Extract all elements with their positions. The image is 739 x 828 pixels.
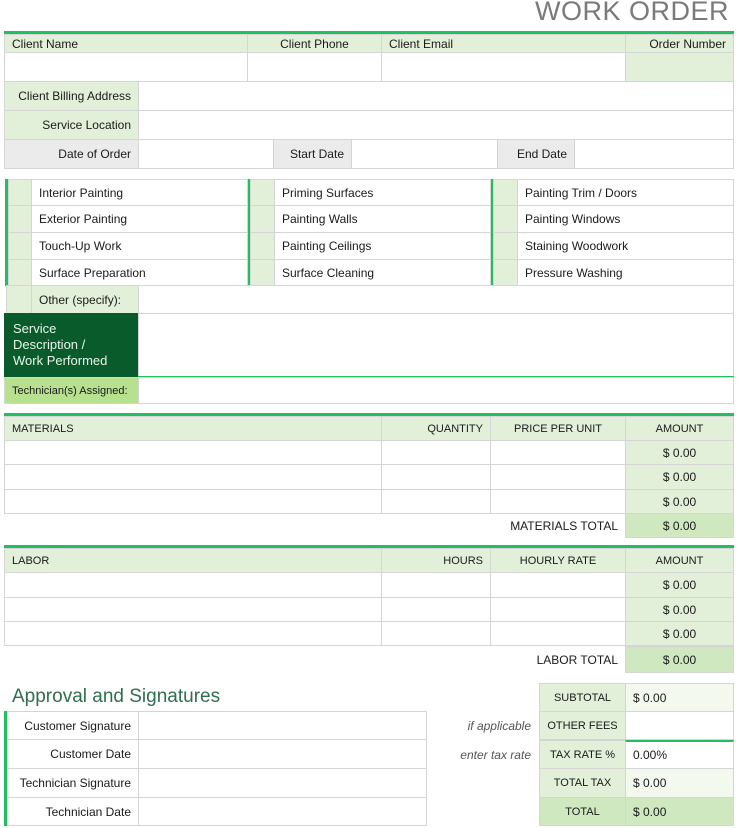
- service-interior-painting: Interior Painting: [31, 179, 248, 206]
- tax-rate-label: TAX RATE %: [539, 740, 626, 769]
- checkbox-exterior-painting[interactable]: [8, 205, 32, 233]
- materials-row3-qty[interactable]: [381, 489, 491, 514]
- checkbox-surface-cleaning[interactable]: [250, 259, 275, 286]
- start-date-field[interactable]: [351, 139, 498, 169]
- materials-row2-price[interactable]: [490, 464, 626, 490]
- checkbox-painting-trim-doors[interactable]: [493, 179, 518, 206]
- technicians-field[interactable]: [138, 377, 734, 404]
- end-date-field[interactable]: [574, 139, 734, 169]
- service-surface-preparation: Surface Preparation: [31, 259, 248, 286]
- materials-total-label: MATERIALS TOTAL: [510, 518, 618, 533]
- materials-row3-item[interactable]: [4, 489, 382, 514]
- service-painting-trim-doors: Painting Trim / Doors: [517, 179, 734, 206]
- service-description-line3: Work Performed: [13, 353, 108, 368]
- billing-address-field[interactable]: [138, 81, 734, 111]
- materials-row2-qty[interactable]: [381, 464, 491, 490]
- checkbox-other[interactable]: [6, 285, 32, 314]
- labor-row2-amount: $ 0.00: [625, 597, 734, 622]
- service-location-field[interactable]: [138, 110, 734, 140]
- labor-row1-item[interactable]: [4, 572, 382, 598]
- billing-address-label: Client Billing Address: [4, 81, 139, 111]
- checkbox-touch-up-work[interactable]: [8, 232, 32, 260]
- labor-col-amount: AMOUNT: [625, 548, 734, 573]
- technician-signature-label: Technician Signature: [7, 768, 139, 798]
- other-specify-label: Other (specify):: [31, 285, 139, 314]
- technicians-label: Technician(s) Assigned:: [4, 377, 139, 404]
- materials-row1-amount: $ 0.00: [625, 440, 734, 465]
- materials-row3-price[interactable]: [490, 489, 626, 514]
- checkbox-staining-woodwork[interactable]: [493, 232, 518, 260]
- labor-col-item: LABOR: [4, 548, 382, 573]
- service-staining-woodwork: Staining Woodwork: [517, 232, 734, 260]
- tax-rate-field[interactable]: 0.00%: [625, 740, 734, 769]
- service-description-line2: Description /: [13, 337, 86, 352]
- total-value: $ 0.00: [625, 797, 734, 826]
- service-pressure-washing: Pressure Washing: [517, 259, 734, 286]
- checkbox-priming-surfaces[interactable]: [250, 179, 275, 206]
- labor-row3-hours[interactable]: [381, 621, 491, 646]
- service-description-field[interactable]: [138, 313, 734, 377]
- materials-row1-item[interactable]: [4, 440, 382, 465]
- labor-total-label: LABOR TOTAL: [536, 652, 618, 667]
- date-of-order-field[interactable]: [138, 139, 274, 169]
- materials-row1-qty[interactable]: [381, 440, 491, 465]
- checkbox-painting-ceilings[interactable]: [250, 232, 275, 260]
- labor-row2-hours[interactable]: [381, 597, 491, 622]
- service-description-label: [4, 313, 139, 377]
- service-priming-surfaces: Priming Surfaces: [274, 179, 491, 206]
- materials-total-value: $ 0.00: [625, 513, 734, 538]
- start-date-label: Start Date: [273, 139, 352, 169]
- materials-col-price: PRICE PER UNIT: [490, 416, 626, 441]
- service-painting-walls: Painting Walls: [274, 205, 491, 233]
- labor-row2-item[interactable]: [4, 597, 382, 622]
- other-fees-note: if applicable: [467, 718, 531, 733]
- labor-total-value: $ 0.00: [625, 646, 734, 673]
- client-name-label: Client Name: [4, 34, 248, 53]
- service-exterior-painting: Exterior Painting: [31, 205, 248, 233]
- other-specify-field[interactable]: [138, 285, 734, 314]
- technician-date-label: Technician Date: [7, 797, 139, 826]
- service-painting-ceilings: Painting Ceilings: [274, 232, 491, 260]
- checkbox-painting-walls[interactable]: [250, 205, 275, 233]
- materials-row1-price[interactable]: [490, 440, 626, 465]
- service-surface-cleaning: Surface Cleaning: [274, 259, 491, 286]
- materials-col-quantity: QUANTITY: [381, 416, 491, 441]
- materials-col-amount: AMOUNT: [625, 416, 734, 441]
- service-touch-up-work: Touch-Up Work: [31, 232, 248, 260]
- labor-col-rate: HOURLY RATE: [490, 548, 626, 573]
- total-label: TOTAL: [539, 797, 626, 826]
- materials-row2-amount: $ 0.00: [625, 464, 734, 490]
- technician-signature-field[interactable]: [138, 768, 427, 798]
- customer-date-label: Customer Date: [7, 739, 139, 769]
- labor-row3-amount: $ 0.00: [625, 621, 734, 646]
- labor-col-hours: HOURS: [381, 548, 491, 573]
- page-title: WORK ORDER: [535, 0, 729, 26]
- approval-section-title: Approval and Signatures: [12, 686, 221, 707]
- materials-row2-item[interactable]: [4, 464, 382, 490]
- client-name-field[interactable]: [4, 52, 248, 82]
- client-email-label: Client Email: [381, 34, 626, 53]
- total-tax-value: $ 0.00: [625, 768, 734, 798]
- checkbox-painting-windows[interactable]: [493, 205, 518, 233]
- tax-rate-note: enter tax rate: [460, 747, 531, 762]
- order-number-label: Order Number: [625, 34, 734, 53]
- labor-row3-rate[interactable]: [490, 621, 626, 646]
- checkbox-interior-painting[interactable]: [8, 179, 32, 206]
- order-number-field[interactable]: [625, 52, 734, 82]
- materials-row3-amount: $ 0.00: [625, 489, 734, 514]
- labor-row2-rate[interactable]: [490, 597, 626, 622]
- subtotal-label: SUBTOTAL: [539, 683, 626, 712]
- service-location-label: Service Location: [4, 110, 139, 140]
- subtotal-value: $ 0.00: [625, 683, 734, 712]
- service-description-line1: Service: [13, 321, 57, 336]
- labor-row3-item[interactable]: [4, 621, 382, 646]
- client-phone-label: Client Phone: [247, 34, 382, 53]
- materials-col-item: MATERIALS: [4, 416, 382, 441]
- checkbox-pressure-washing[interactable]: [493, 259, 518, 286]
- labor-row1-hours[interactable]: [381, 572, 491, 598]
- other-fees-label: OTHER FEES: [539, 711, 626, 740]
- client-email-field[interactable]: [381, 52, 626, 82]
- technician-date-field[interactable]: [138, 797, 427, 826]
- customer-signature-field[interactable]: [138, 711, 427, 740]
- other-fees-field[interactable]: [625, 711, 734, 740]
- customer-date-field[interactable]: [138, 739, 427, 769]
- customer-signature-label: Customer Signature: [7, 711, 139, 740]
- date-of-order-label: Date of Order: [4, 139, 139, 169]
- labor-row1-rate[interactable]: [490, 572, 626, 598]
- total-tax-label: TOTAL TAX: [539, 768, 626, 798]
- checkbox-surface-preparation[interactable]: [8, 259, 32, 286]
- service-painting-windows: Painting Windows: [517, 205, 734, 233]
- end-date-label: End Date: [497, 139, 575, 169]
- client-phone-field[interactable]: [247, 52, 382, 82]
- labor-row1-amount: $ 0.00: [625, 572, 734, 598]
